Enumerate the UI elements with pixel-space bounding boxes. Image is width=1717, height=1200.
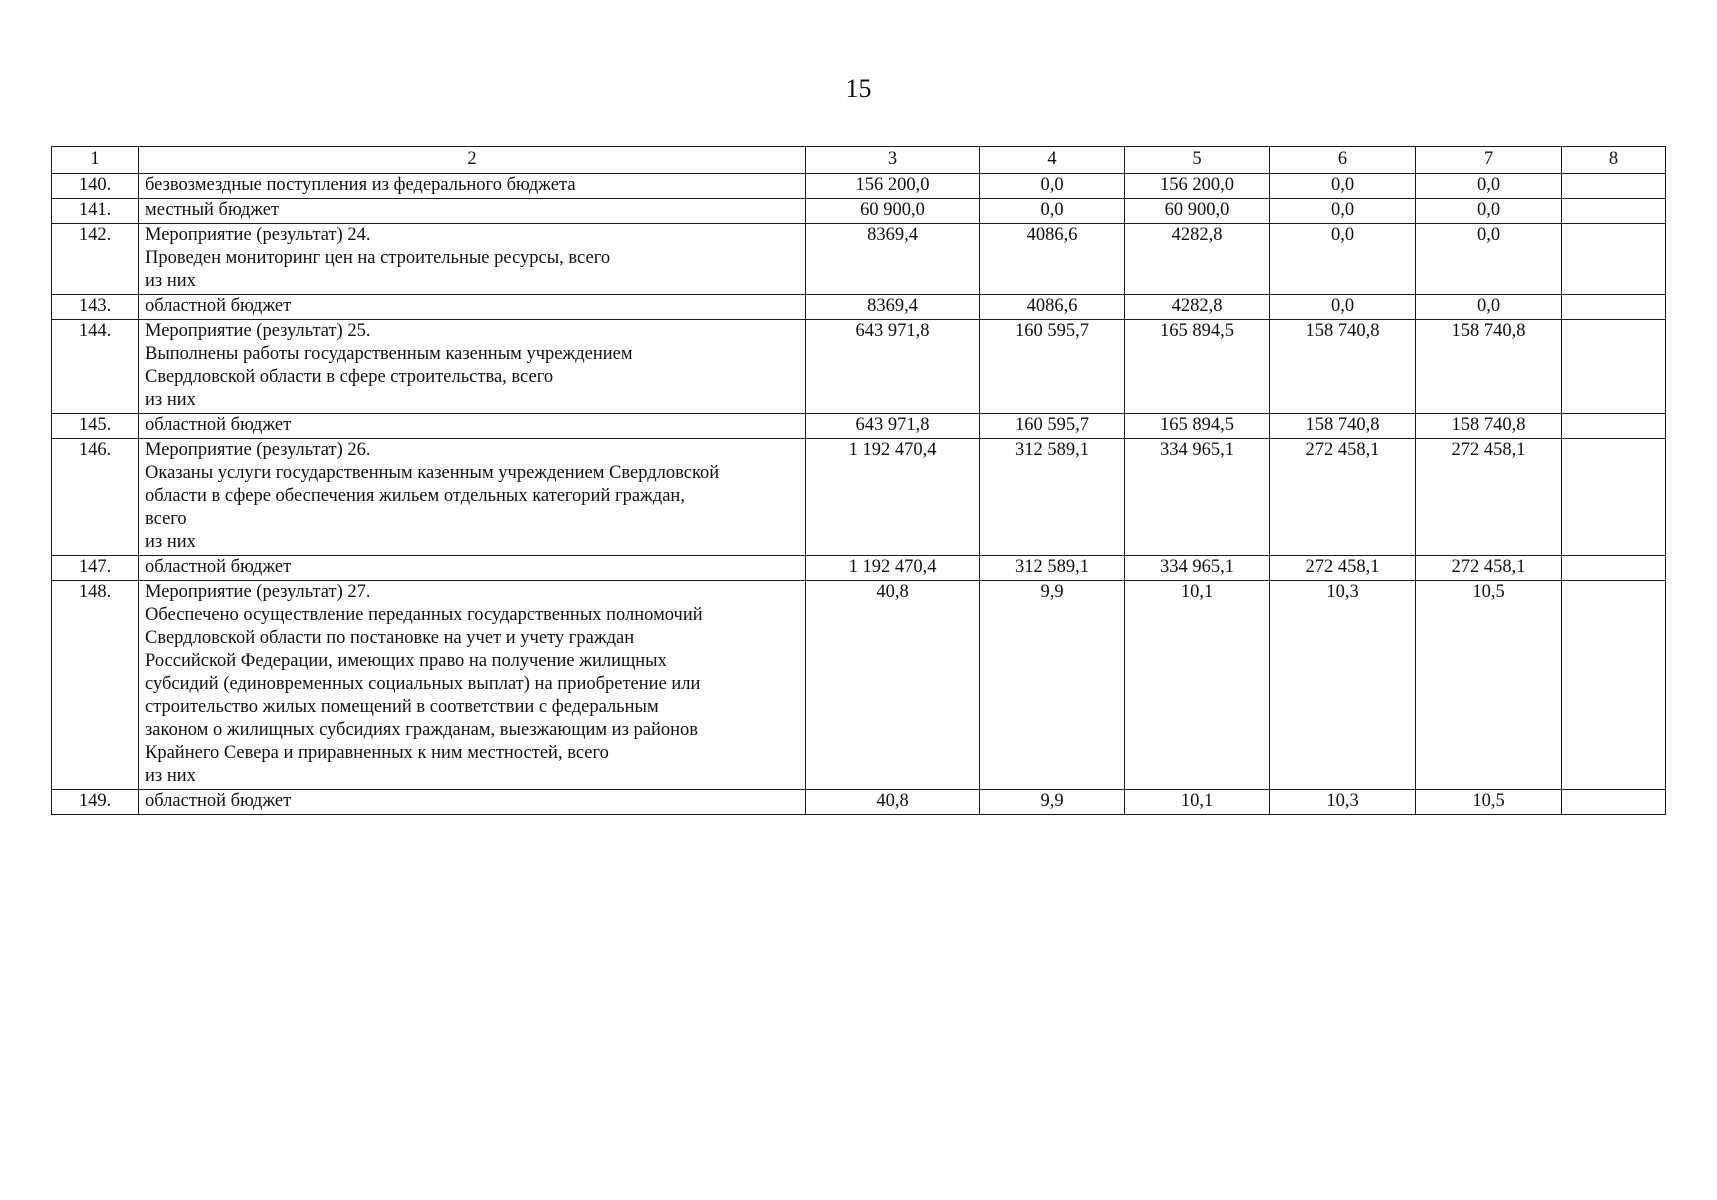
value-cell-5: 165 894,5 — [1125, 414, 1270, 439]
value-cell-4: 9,9 — [980, 790, 1125, 815]
row-description — [139, 199, 806, 224]
description-line: Мероприятие (результат) 24. — [145, 225, 371, 245]
description-line: строительство жилых помещений в соответствии с федеральным — [145, 697, 659, 717]
value-cell-3: 40,8 — [806, 790, 980, 815]
value-cell-7: 272 458,1 — [1416, 439, 1562, 556]
value-cell-5: 156 200,0 — [1125, 174, 1270, 199]
value-cell-4: 0,0 — [980, 174, 1125, 199]
value-cell-8 — [1562, 556, 1666, 581]
description-line: Российской Федерации, имеющих право на получение жилищных — [145, 651, 667, 671]
value-cell-4: 312 589,1 — [980, 556, 1125, 581]
value-cell-8 — [1562, 414, 1666, 439]
column-header: 5 — [1125, 147, 1270, 174]
description-line: Мероприятие (результат) 26. — [145, 440, 371, 460]
description-line: из них — [145, 271, 196, 291]
table-row — [52, 174, 1666, 199]
value-cell-4: 9,9 — [980, 581, 1125, 790]
description-line: Выполнены работы государственным казенным учреждением — [145, 344, 633, 364]
value-cell-5: 334 965,1 — [1125, 439, 1270, 556]
table-row — [52, 199, 1666, 224]
table-row — [52, 414, 1666, 439]
value-cell-6: 0,0 — [1270, 295, 1416, 320]
description-line: Мероприятие (результат) 27. — [145, 582, 371, 602]
value-cell-6: 0,0 — [1270, 199, 1416, 224]
value-cell-3: 60 900,0 — [806, 199, 980, 224]
value-cell-5: 334 965,1 — [1125, 556, 1270, 581]
value-cell-4: 0,0 — [980, 199, 1125, 224]
description-line: Крайнего Севера и приравненных к ним местностей, всего — [145, 743, 609, 763]
table-row — [52, 295, 1666, 320]
value-cell-6: 10,3 — [1270, 790, 1416, 815]
description-line: Мероприятие (результат) 25. — [145, 321, 371, 341]
value-cell-5: 4282,8 — [1125, 295, 1270, 320]
table-body — [52, 174, 1666, 815]
row-number: 146. — [52, 439, 139, 556]
description-line: из них — [145, 390, 196, 410]
value-cell-6: 0,0 — [1270, 224, 1416, 295]
row-number: 142. — [52, 224, 139, 295]
description-line: из них — [145, 532, 196, 552]
description-line: Проведен мониторинг цен на строительные ресурсы, всего — [145, 248, 611, 268]
value-cell-6: 0,0 — [1270, 174, 1416, 199]
value-cell-8 — [1562, 295, 1666, 320]
row-number: 149. — [52, 790, 139, 815]
description-line: Свердловской области по постановке на учет и учету граждан — [145, 628, 635, 648]
value-cell-6: 158 740,8 — [1270, 320, 1416, 414]
value-cell-7: 272 458,1 — [1416, 556, 1562, 581]
value-cell-5: 10,1 — [1125, 790, 1270, 815]
value-cell-3: 643 971,8 — [806, 320, 980, 414]
row-description — [139, 224, 806, 295]
value-cell-4: 160 595,7 — [980, 320, 1125, 414]
value-cell-5: 10,1 — [1125, 581, 1270, 790]
value-cell-7: 0,0 — [1416, 174, 1562, 199]
value-cell-3: 1 192 470,4 — [806, 439, 980, 556]
description-line: областной бюджет — [145, 791, 292, 811]
value-cell-3: 8369,4 — [806, 295, 980, 320]
description-line: Свердловской области в сфере строительства, всего — [145, 367, 554, 387]
description-line: областной бюджет — [145, 415, 292, 435]
table-row — [52, 439, 1666, 556]
value-cell-4: 4086,6 — [980, 224, 1125, 295]
description-line: Оказаны услуги государственным казенным учреждением Свердловской — [145, 463, 720, 483]
value-cell-4: 312 589,1 — [980, 439, 1125, 556]
column-header: 7 — [1416, 147, 1562, 174]
row-description — [139, 790, 806, 815]
row-number: 143. — [52, 295, 139, 320]
description-line: безвозмездные поступления из федерального бюджета — [145, 175, 576, 195]
value-cell-5: 60 900,0 — [1125, 199, 1270, 224]
column-header: 1 — [52, 147, 139, 174]
value-cell-7: 0,0 — [1416, 295, 1562, 320]
row-number: 147. — [52, 556, 139, 581]
value-cell-7: 158 740,8 — [1416, 414, 1562, 439]
column-header: 2 — [139, 147, 806, 174]
value-cell-5: 165 894,5 — [1125, 320, 1270, 414]
column-header: 8 — [1562, 147, 1666, 174]
row-description — [139, 439, 806, 556]
description-line: законом о жилищных субсидиях гражданам, выезжающим из районов — [145, 720, 699, 740]
value-cell-7: 10,5 — [1416, 581, 1562, 790]
value-cell-8 — [1562, 581, 1666, 790]
table-row — [52, 581, 1666, 790]
row-number: 144. — [52, 320, 139, 414]
value-cell-8 — [1562, 199, 1666, 224]
value-cell-3: 40,8 — [806, 581, 980, 790]
value-cell-4: 160 595,7 — [980, 414, 1125, 439]
column-header: 6 — [1270, 147, 1416, 174]
description-line: из них — [145, 766, 196, 786]
value-cell-8 — [1562, 439, 1666, 556]
table-row — [52, 556, 1666, 581]
description-line: Обеспечено осуществление переданных государственных полномочий — [145, 605, 703, 625]
row-number: 145. — [52, 414, 139, 439]
value-cell-3: 643 971,8 — [806, 414, 980, 439]
value-cell-3: 8369,4 — [806, 224, 980, 295]
value-cell-7: 10,5 — [1416, 790, 1562, 815]
value-cell-8 — [1562, 174, 1666, 199]
row-description — [139, 556, 806, 581]
value-cell-6: 10,3 — [1270, 581, 1416, 790]
table-row — [52, 790, 1666, 815]
row-number: 148. — [52, 581, 139, 790]
description-line: области в сфере обеспечения жильем отдельных категорий граждан, — [145, 486, 685, 506]
value-cell-7: 0,0 — [1416, 224, 1562, 295]
header-row — [52, 147, 1666, 174]
value-cell-8 — [1562, 320, 1666, 414]
value-cell-3: 156 200,0 — [806, 174, 980, 199]
value-cell-8 — [1562, 224, 1666, 295]
row-description — [139, 581, 806, 790]
description-line: субсидий (единовременных социальных выплат) на приобретение или — [145, 674, 701, 694]
description-line: местный бюджет — [145, 200, 280, 220]
description-line: областной бюджет — [145, 557, 292, 577]
value-cell-7: 0,0 — [1416, 199, 1562, 224]
row-number: 141. — [52, 199, 139, 224]
table-row — [52, 224, 1666, 295]
column-header: 4 — [980, 147, 1125, 174]
value-cell-4: 4086,6 — [980, 295, 1125, 320]
row-number: 140. — [52, 174, 139, 199]
value-cell-7: 158 740,8 — [1416, 320, 1562, 414]
row-description — [139, 295, 806, 320]
value-cell-6: 272 458,1 — [1270, 556, 1416, 581]
value-cell-5: 4282,8 — [1125, 224, 1270, 295]
budget-table — [51, 146, 1666, 815]
column-header: 3 — [806, 147, 980, 174]
value-cell-6: 158 740,8 — [1270, 414, 1416, 439]
row-description — [139, 320, 806, 414]
row-description — [139, 414, 806, 439]
table-row — [52, 320, 1666, 414]
value-cell-6: 272 458,1 — [1270, 439, 1416, 556]
row-description — [139, 174, 806, 199]
value-cell-8 — [1562, 790, 1666, 815]
page-number: 15 — [845, 74, 872, 103]
description-line: всего — [145, 509, 187, 529]
description-line: областной бюджет — [145, 296, 292, 316]
value-cell-3: 1 192 470,4 — [806, 556, 980, 581]
